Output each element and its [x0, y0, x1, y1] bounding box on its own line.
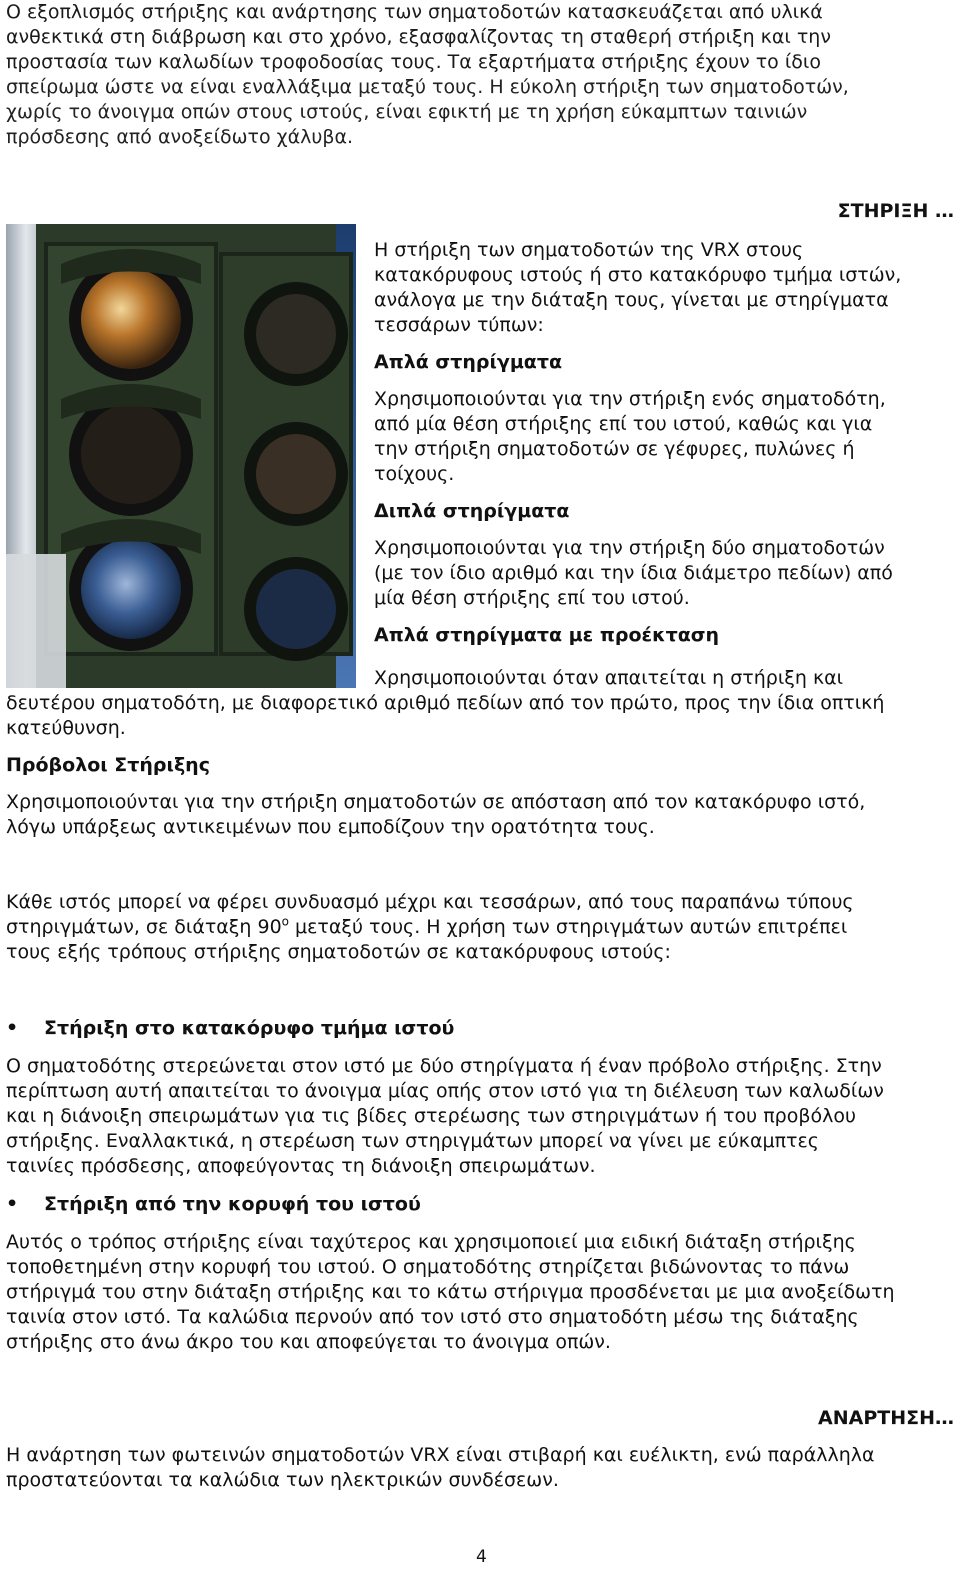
top-mount-line: τοποθετημένη στην κορυφή του ιστού. Ο σηματοδότης στηρίζεται βιδώνοντας το πάνω: [6, 1256, 850, 1278]
top-mount-line: στήριγμά του στην διάταξη στήριξης και το κάτω στήριγμα προσδένεται με μια ανοξείδωτη: [6, 1281, 895, 1303]
vertical-mount-paragraph: [6, 1054, 954, 1179]
top-mount-paragraph: [6, 1230, 954, 1355]
stirixi-intro-line: Η στήριξη των σηματοδοτών της VRX στους: [374, 239, 804, 261]
top-mount-line: στήριξης στο άνω άκρο του και αποφεύγεται το άνοιγμα οπών.: [6, 1331, 611, 1353]
combination-text: μεταξύ τους. Η χρήση των στηριγμάτων αυτών επιτρέπει: [289, 916, 848, 938]
bullet-heading-vertical: [6, 1016, 454, 1041]
anartisi-line: προστατεύονται τα καλώδια των ηλεκτρικών συνδέσεων.: [6, 1469, 559, 1491]
bullet-title: Στήριξη από την κορυφή του ιστού: [44, 1193, 421, 1215]
combination-line: τους εξής τρόπους στήριξης σηματοδοτών σε κατακόρυφους ιστούς:: [6, 941, 671, 963]
subheading-provoloi: Πρόβολοι Στήριξης: [6, 754, 210, 776]
stirixi-intro-line: κατακόρυφους ιστούς ή στο κατακόρυφο τμήμα ιστών,: [374, 264, 902, 286]
combination-text: στηριγμάτων, σε διάταξη 90: [6, 916, 282, 938]
combination-line: [6, 915, 946, 940]
proektasi-paragraph: [6, 666, 954, 741]
subheading-proektasi: Απλά στηρίγματα με προέκταση: [374, 624, 720, 646]
apla-line: την στήριξη σηματοδοτών σε γέφυρες, πυλώνες ή: [374, 438, 855, 460]
intro-line: χωρίς το άνοιγμα οπών στους ιστούς, είναι εφικτή με τη χρήση εύκαμπτων ταινιών: [6, 101, 808, 123]
intro-line: προστασία των καλωδίων τροφοδοσίας τους. Τα εξαρτήματα στήριξης έχουν το ίδιο: [6, 51, 821, 73]
bullet-icon: •: [6, 1017, 19, 1039]
top-mount-line: Αυτός ο τρόπος στήριξης είναι ταχύτερος και χρησιμοποιεί μια ειδική διάταξη στήριξης: [6, 1231, 856, 1253]
bullet-heading-top: [6, 1192, 421, 1217]
vertical-mount-line: στήριξης. Εναλλακτικά, η στερέωση των στηριγμάτων μπορεί να γίνει με εύκαμπτες: [6, 1130, 819, 1152]
bullet-title: Στήριξη στο κατακόρυφο τμήμα ιστού: [44, 1017, 455, 1039]
stirixi-right-column: [374, 238, 954, 660]
proektasi-line: Χρησιμοποιούνται όταν απαιτείται η στήριξη και: [374, 667, 844, 689]
vertical-mount-line: και η διάνοιξη σπειρωμάτων για τις βίδες στερέωσης των στηριγμάτων ή του προβόλου: [6, 1105, 856, 1127]
vertical-mount-line: Ο σηματοδότης στερεώνεται στον ιστό με δύο στηρίγματα ή έναν πρόβολο στήριξης. Στην: [6, 1055, 882, 1077]
vertical-mount-line: περίπτωση αυτή απαιτείται το άνοιγμα μίας οπής στον ιστό για τη διέλευση των καλωδίων: [6, 1080, 884, 1102]
section-heading-stirixi: ΣΤΗΡΙΞΗ …: [837, 200, 954, 222]
apla-line: Χρησιμοποιούνται για την στήριξη ενός σηματοδότη,: [374, 388, 886, 410]
dipla-line: μία θέση στήριξης επί του ιστού.: [374, 587, 690, 609]
intro-line: πρόσδεσης από ανοξείδωτο χάλυβα.: [6, 126, 354, 148]
bullet-icon: •: [6, 1193, 19, 1215]
provoloi-paragraph: [6, 790, 946, 840]
intro-line: σπείρωμα ώστε να είναι εναλλάξιμα μεταξύ τους. Η εύκολη στήριξη των σηματοδοτών,: [6, 76, 849, 98]
subheading-apla: Απλά στηρίγματα: [374, 351, 563, 373]
traffic-signal-photo: [6, 224, 356, 688]
page-number: 4: [476, 1547, 487, 1567]
anartisi-paragraph: [6, 1443, 954, 1493]
stirixi-intro-line: τεσσάρων τύπων:: [374, 314, 544, 336]
section-heading-anartisi: ΑΝΑΡΤΗΣΗ…: [818, 1407, 954, 1429]
vertical-mount-line: ταινίες πρόσδεσης, αποφεύγοντας τη διάνοιξη σπειρωμάτων.: [6, 1155, 596, 1177]
proektasi-line: δευτέρου σηματοδότη, με διαφορετικό αριθμό πεδίων από τον πρώτο, προς την ίδια οπτική: [6, 692, 885, 714]
stirixi-intro-line: ανάλογα με την διάταξη τους, γίνεται με στηρίγματα: [374, 289, 889, 311]
dipla-line: Χρησιμοποιούνται για την στήριξη δύο σηματοδοτών: [374, 537, 885, 559]
intro-paragraph: [6, 0, 946, 150]
provoloi-line: Χρησιμοποιούνται για την στήριξη σηματοδοτών σε απόσταση από τον κατακόρυφο ιστό,: [6, 791, 866, 813]
degree-symbol: o: [281, 914, 290, 929]
intro-line: Ο εξοπλισμός στήριξης και ανάρτησης των σηματοδοτών κατασκευάζεται από υλικά: [6, 1, 823, 23]
subheading-dipla: Διπλά στηρίγματα: [374, 500, 570, 522]
top-mount-line: ταινία στον ιστό. Τα καλώδια περνούν από τον ιστό στο σηματοδότη μέσω της διάταξης: [6, 1306, 859, 1328]
anartisi-line: Η ανάρτηση των φωτεινών σηματοδοτών VRX είναι στιβαρή και ευέλικτη, ενώ παράλληλα: [6, 1444, 875, 1466]
dipla-line: (με τον ίδιο αριθμό και την ίδια διάμετρο πεδίων) από: [374, 562, 893, 584]
proektasi-line: κατεύθυνση.: [6, 717, 126, 739]
combination-paragraph: [6, 890, 946, 965]
apla-line: από μία θέση στήριξης επί του ιστού, καθώς και για: [374, 413, 873, 435]
apla-line: τοίχους.: [374, 463, 455, 485]
combination-line: Κάθε ιστός μπορεί να φέρει συνδυασμό μέχρι και τεσσάρων, από τους παραπάνω τύπους: [6, 891, 854, 913]
provoloi-line: λόγω υπάρξεως αντικειμένων που εμποδίζουν την ορατότητα τους.: [6, 816, 655, 838]
intro-line: ανθεκτικά στη διάβρωση και στο χρόνο, εξασφαλίζοντας τη σταθερή στήριξη και την: [6, 26, 831, 48]
